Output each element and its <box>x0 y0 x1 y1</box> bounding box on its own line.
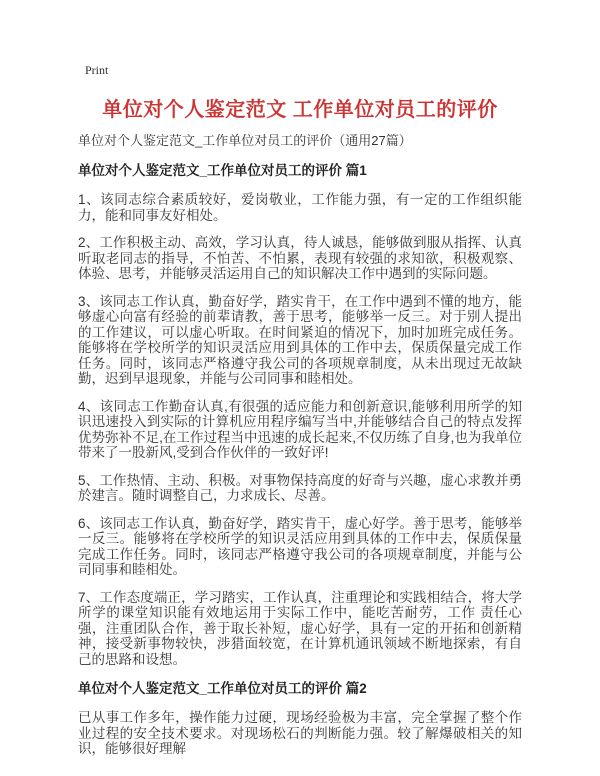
paragraph: 1、该同志综合素质较好，爱岗敬业，工作能力强，有一定的工作组织能力，能和同事友好相处。 <box>78 192 522 223</box>
page-subtitle: 单位对个人鉴定范文_工作单位对员工的评价（通用27篇） <box>78 133 412 148</box>
paragraph: 6、该同志工作认真，勤奋好学，踏实肯干，虚心好学。善于思考，能够举一反三。能够将在学校所学的知识灵活应用到具体的工作中去，保质保量完成工作任务。同时，该同志严格遵守我公司的各项规章制度，并能与公司同事和睦相处。 <box>78 515 522 577</box>
paragraph: 5、工作热情、主动、积极。对事物保持高度的好奇与兴趣，虚心求教并勇於建言。随时调整自己，力求成长、尽善。 <box>78 472 522 503</box>
section-heading-1: 单位对个人鉴定范文_工作单位对员工的评价 篇1 <box>78 163 367 178</box>
print-link[interactable]: Print <box>85 63 109 77</box>
paragraph: 4、该同志工作勤奋认真,有很强的适应能力和创新意识,能够利用所学的知识迅速投入到实际的计算机应用程序编写当中,并能够结合自己的特点发挥优势弥补不足,在工作过程当中迅速的成长起来,不仅历练了自身,也为我单位带来了一股新风,受到合作伙伴的一致好评! <box>78 398 522 460</box>
page-title: 单位对个人鉴定范文 工作单位对员工的评价 <box>102 99 498 121</box>
paragraph: 已从事工作多年，操作能力过硬，现场经验极为丰富，完全掌握了整个作业过程的安全技术要求。对现场松石的判断能力强。较了解爆破相关的知识，能够很好理解 <box>78 710 522 756</box>
section-heading-2: 单位对个人鉴定范文_工作单位对员工的评价 篇2 <box>78 681 367 696</box>
paragraph: 2、工作积极主动、高效，学习认真，待人诚恳，能够做到服从指挥、认真听取老同志的指导，不怕苦、不怕累，表现有较强的求知欲，积极观察、体验、思考，并能够灵活运用自己的知识解决工作中遇到的实际问题。 <box>78 235 522 281</box>
paragraph: 3、该同志工作认真，勤奋好学，踏实肯干，在工作中遇到不懂的地方，能够虚心向富有经验的前辈请教，善于思考，能够举一反三。对于别人提出的工作建议，可以虚心听取。在时间紧迫的情况下，加时加班完成任务。能够将在学校所学的知识灵活应用到具体的工作中去，保质保量完成工作任务。同时，该同志严格遵守我公司的各项规章制度，从未出现过无故缺勤，迟到早退现象，并能与公司同事和睦相处。 <box>78 293 522 386</box>
paragraph: 7、工作态度端正，学习踏实，工作认真，注重理论和实践相结合，将大学所学的课堂知识能有效地运用于实际工作中，能吃苦耐劳，工作 责任心强，注重团队合作，善于取长补短，虚心好学，具有一定的开拓和创新精神，接受新事物较快，涉猎面较宽，在计算机通讯领域不断地探索，有自己的思路和设想。 <box>78 589 522 667</box>
